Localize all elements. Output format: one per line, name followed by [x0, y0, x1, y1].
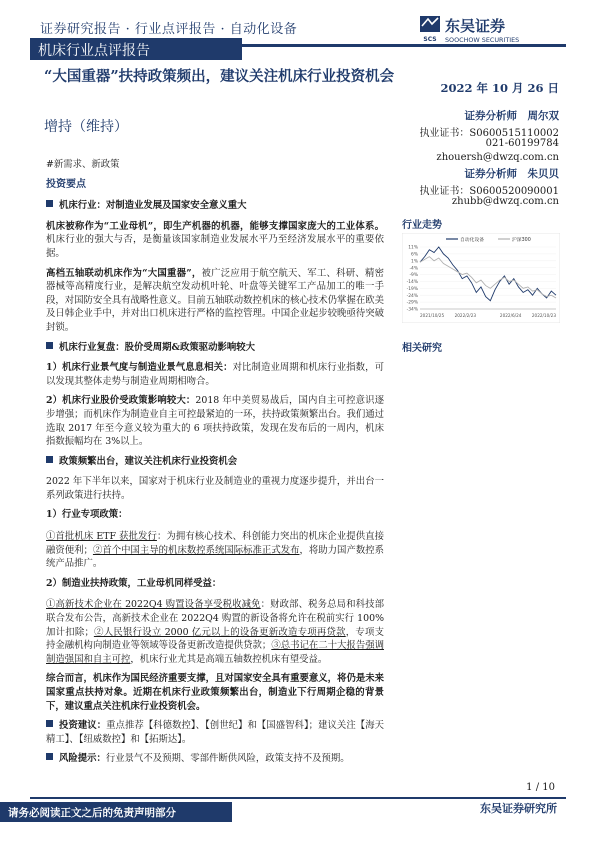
disclaimer: 请务必阅读正文之后的免责声明部分	[8, 807, 176, 819]
s2-paragraph-1: 1）机床行业景气度与制造业景气息息相关：对比制造业周期和机床行业指数，可以发现其整体走势与制造业周期相吻合。	[46, 362, 384, 387]
x-tick-label: 2022/10/23	[531, 313, 556, 318]
analyst-2-email[interactable]: zhubb@dwzq.com.cn	[451, 196, 559, 207]
analyst-1-email[interactable]: zhouersh@dwzq.com.cn	[436, 152, 559, 163]
x-tick-label: 2022/2/23	[454, 313, 477, 318]
section-3-title: 政策频繁出台，建议关注机床行业投资机会	[46, 455, 384, 469]
analyst-2-name: 证券分析师 朱贝贝	[464, 168, 559, 180]
report-date: 2022 年 10 月 26 日	[440, 81, 559, 95]
rating: 增持（维持）	[44, 119, 128, 135]
y-tick-label: -14%	[406, 280, 418, 286]
related-research-title: 相关研究	[402, 343, 442, 354]
key-points-heading: 投资要点	[46, 178, 86, 190]
y-tick-label: -24%	[406, 293, 418, 299]
bullet-square-icon	[46, 720, 53, 727]
industry-trend-chart	[402, 233, 560, 323]
y-tick-label: 11%	[408, 245, 418, 251]
section-2-title: 机床行业复盘：股价受周期&政策驱动影响较大	[46, 341, 384, 355]
analyst-1-name: 证券分析师 周尔双	[464, 110, 559, 122]
legend-automation: 自动化设备	[460, 238, 484, 243]
report-type: 机床行业点评报告	[38, 43, 150, 59]
s1-paragraph-1: 机床被称作为“工业母机”，即生产机器的机器，能够支撑国家庞大的工业体系。机床行业的强大与否，是衡量该国家制造业发展水平乃至经济发展水平的重要依据。	[46, 220, 384, 259]
legend-hs300: 沪深300	[512, 238, 531, 243]
tags: #新需求、新政策	[46, 159, 120, 170]
analyst-1-phone: 021-60199784	[485, 138, 559, 149]
logo-en: SOOCHOW SECURITIES	[445, 36, 520, 44]
y-tick-label: -29%	[406, 300, 418, 306]
s3-sub-2: 2）制造业扶持政策，工业母机同样受益：	[46, 577, 222, 589]
page-number: 1 / 10	[526, 782, 555, 793]
investment-advice: 投资建议：重点推荐【科德数控】、【创世纪】和【国盛智科】；建议关注【海天精工】、【纽威数控】和【拓斯达】。	[46, 720, 384, 745]
firm-name: 东吴证券研究所	[480, 802, 557, 815]
bullet-square-icon	[46, 342, 53, 349]
risk-warning: 风险提示：行业景气不及预期、零部件断供风险，政策支持不及预期。	[46, 752, 384, 766]
y-tick-label: -34%	[406, 307, 418, 313]
s2-paragraph-2: 2）机床行业股价受政策影响较大：2018 年中美贸易战后，国内自主可控意识逐步增强；而机床作为制造业自主可控最紧迫的一环，扶持政策频繁出台。我们通过选取 2017 年至今意义较为重大的 6 项扶持政策，发现在发布后的一周内，机床指数振幅均在 3%以上。	[46, 395, 385, 448]
y-tick-label: 6%	[411, 252, 418, 258]
breadcrumb: 证券研究报告 · 行业点评报告 · 自动化设备	[40, 22, 298, 37]
conclusion: 综合而言，机床作为国民经济重要支撑，且对国家安全具有重要意义，将仍是未来国家重点扶持对象。近期在机床行业政策频繁出台，制造业下行周期企稳的背景下，建议重点关注机床行业投资机会。	[46, 673, 384, 712]
logo-cn: 东吴证券	[445, 17, 506, 35]
bullet-square-icon	[46, 753, 53, 760]
bullet-square-icon	[46, 456, 53, 463]
y-tick-label: -4%	[409, 266, 418, 272]
company-logo	[418, 14, 558, 48]
y-tick-label: -19%	[406, 286, 418, 292]
section-1-title: 机床行业：对制造业发展及国家安全意义重大	[46, 199, 384, 213]
footer-rule	[30, 797, 566, 799]
analyst-1-cert: 执业证书：S0600515110002	[419, 128, 559, 139]
analyst-2-cert: 执业证书：S0600520090001	[419, 186, 559, 197]
main-content	[46, 158, 384, 772]
s3-sub-1-text: ①首批机床 ETF 获批发行：为拥有核心技术、科创能力突出的机床企业提供直接融资便利；②首个中国主导的机床数控系统国际标准正式发布，将助力国产数控系统产品推广。	[46, 531, 385, 570]
s3-sub-2-text: ①高新技术企业在 2022Q4 购置设备享受税收减免：财政部、税务总局和科技部联合发布公告，高新技术企业在 2022Q4 购置的新设备将允许在税前实行 100%加计扣除；②人民银行设立 2000 亿元以上的设备更新改造专项再贷款，专项支持金融机构向制造业等领域等设备更新改造提供贷款；③总书记在二十大报告强调制造强国和自主可控，机床行业尤其是高端五轴数控机床有望受益。	[46, 599, 384, 665]
s3-paragraph-1: 2022 年下半年以来，国家对于机床行业及制造业的重视力度逐步提升，并出台一系列政策进行扶持。	[46, 476, 384, 501]
x-tick-label: 2022/6/24	[499, 313, 522, 318]
s1-paragraph-2: 高档五轴联动机床作为“大国重器”，被广泛应用于航空航天、军工、科研、精密器械等高精度行业，是解决航空发动机叶轮、叶盘等关键军工产品加工的唯一手段，对国防安全具有战略性意义。目前五轴联动数控机床的核心技术仍掌握在欧美及日韩企业手中，并对出口机床进行严格的监控管理。中国企业起步较晚亟待突破封锁。	[46, 267, 384, 333]
y-tick-label: 1%	[411, 259, 418, 265]
logo-mark: SCS	[423, 36, 437, 43]
report-title: “大国重器”扶持政策频出，建议关注机床行业投资机会	[44, 68, 395, 85]
bullet-square-icon	[46, 200, 53, 207]
y-tick-label: -9%	[409, 273, 418, 279]
s3-sub-1: 1）行业专项政策：	[46, 509, 128, 521]
x-tick-label: 2021/10/25	[420, 313, 445, 318]
trend-title: 行业走势	[402, 220, 442, 231]
